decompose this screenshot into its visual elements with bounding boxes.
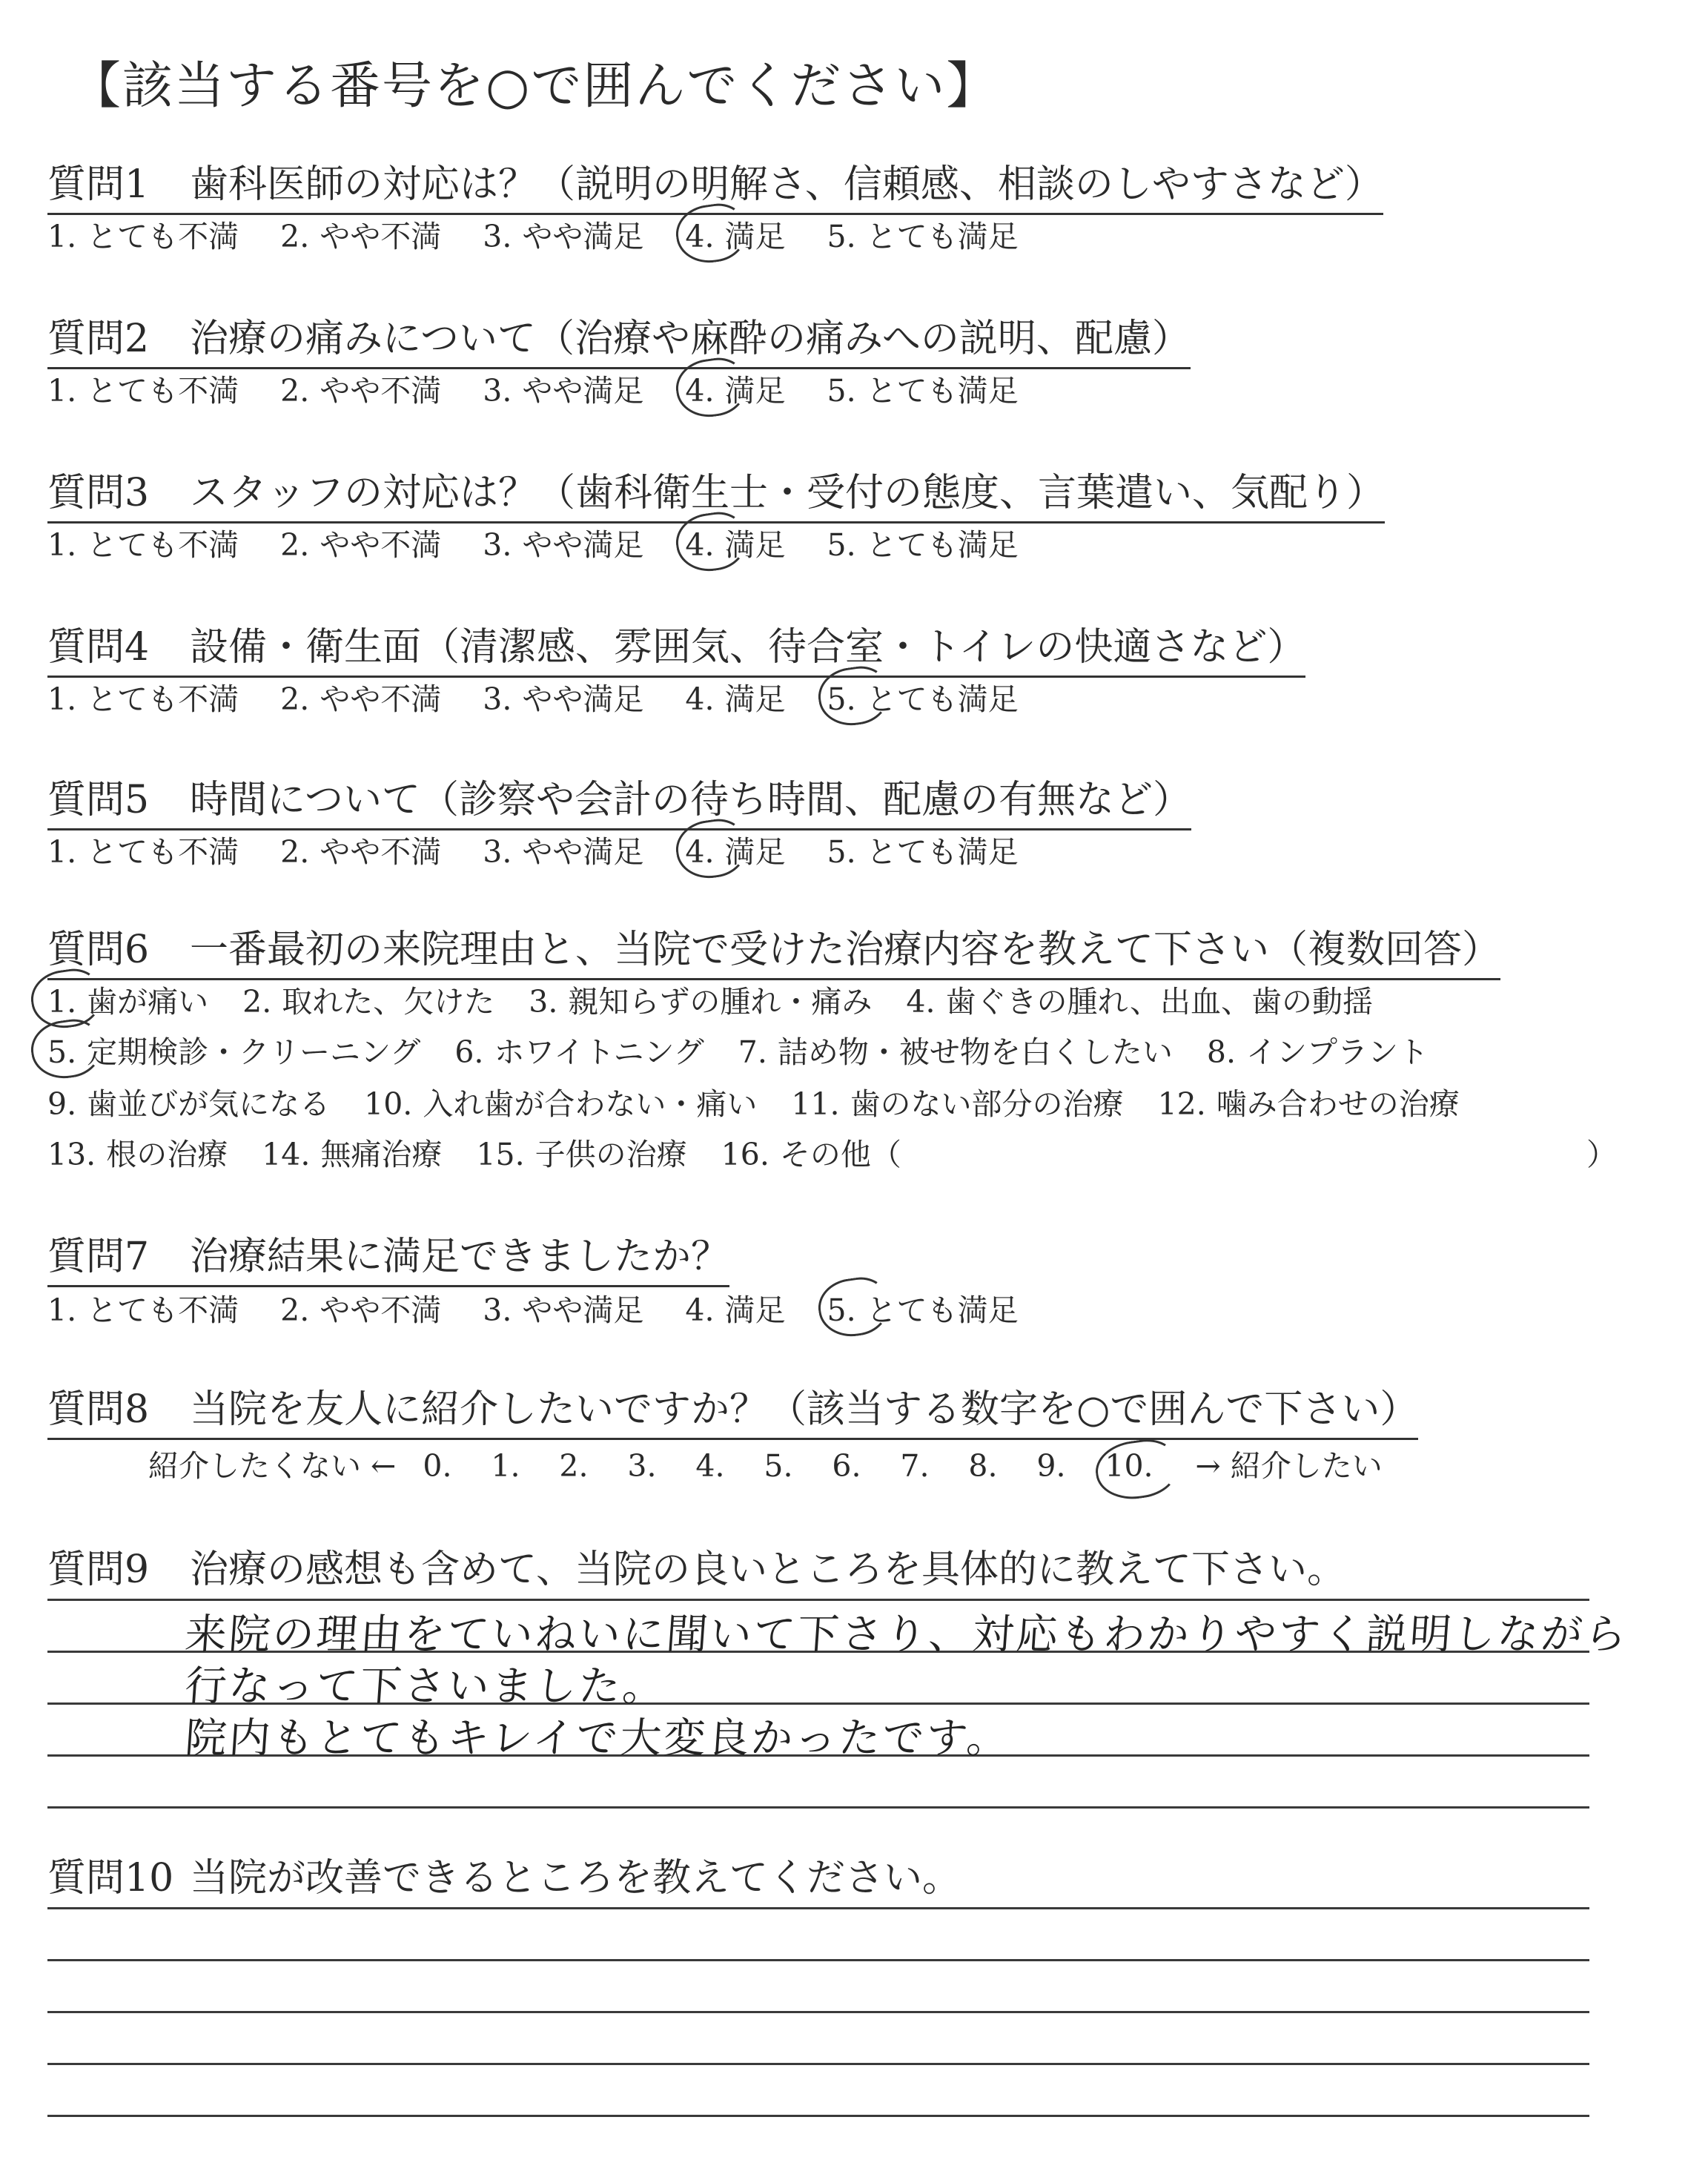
option-number: 2. xyxy=(242,984,272,1020)
option-number: 4. xyxy=(685,219,715,254)
option-number: 12. xyxy=(1157,1086,1206,1122)
option-number: 1. xyxy=(47,984,77,1020)
rating-option-3[interactable] xyxy=(483,212,643,256)
option-label: やや不満 xyxy=(320,834,442,870)
option-label: やや満足 xyxy=(522,834,644,870)
treatment-option[interactable] xyxy=(47,1080,330,1123)
handwritten-answer-line-3: 院内もとてもキレイで大変良かったです。 xyxy=(183,1714,1013,1763)
option-label: とても不満 xyxy=(87,527,239,563)
option-number: 3. xyxy=(529,984,558,1020)
treatment-option[interactable] xyxy=(791,1080,1123,1123)
option-label: 満足 xyxy=(724,834,786,870)
option-number: 16. xyxy=(721,1137,769,1172)
option-label: 子供の治療 xyxy=(534,1137,687,1172)
option-label: やや不満 xyxy=(320,373,442,409)
option-label: 定期検診・クリーニング xyxy=(87,1034,421,1070)
option-label: 歯並びが気になる xyxy=(87,1086,331,1122)
question-number: 質問1 xyxy=(47,162,150,207)
option-number: 5. xyxy=(827,527,856,563)
question-text: 当院が改善できるところを教えてください。 xyxy=(190,1856,961,1900)
option-label: 詰め物・被せ物を白くしたい xyxy=(777,1034,1173,1070)
scale-option[interactable]: 4. xyxy=(695,1448,725,1484)
rating-option-1[interactable] xyxy=(47,366,239,410)
q6-option-row xyxy=(47,977,1407,1021)
question-7-heading xyxy=(47,1225,729,1287)
option-label: とても満足 xyxy=(866,373,1019,409)
option-number: 14. xyxy=(262,1137,311,1172)
option-label: 歯ぐきの腫れ、出血、歯の動揺 xyxy=(945,984,1373,1020)
option-number: 4. xyxy=(685,1292,715,1328)
option-number: 1. xyxy=(47,527,77,563)
selection-circle xyxy=(1092,1436,1181,1505)
question-7-options xyxy=(47,1286,1060,1330)
treatment-option[interactable] xyxy=(454,1028,704,1071)
question-1-options xyxy=(47,212,1060,256)
treatment-option[interactable] xyxy=(906,977,1373,1021)
rating-option-3[interactable] xyxy=(483,366,643,410)
question-5-heading xyxy=(47,768,1191,830)
rating-option-2[interactable] xyxy=(280,1286,441,1330)
answer-line xyxy=(47,1806,1589,1809)
question-number: 質問4 xyxy=(47,625,150,670)
option-number: 2. xyxy=(280,219,310,254)
question-8-scale xyxy=(148,1441,1409,1485)
question-text: 歯科医師の対応は？（説明の明解さ、信頼感、相談のしやすさなど） xyxy=(190,162,1383,207)
question-2-heading xyxy=(47,307,1191,369)
question-9-heading xyxy=(47,1538,1345,1593)
question-number: 質問10 xyxy=(47,1856,174,1900)
option-label: 歯が痛い xyxy=(87,984,209,1020)
treatment-option[interactable] xyxy=(529,977,872,1021)
option-label: やや満足 xyxy=(522,527,644,563)
option-label: とても満足 xyxy=(866,834,1019,870)
option-number: 4. xyxy=(685,527,715,563)
scale-option[interactable]: 5. xyxy=(764,1448,793,1484)
option-number: 1. xyxy=(47,373,77,409)
selection-circle xyxy=(27,1016,105,1083)
option-number: 1. xyxy=(47,681,77,717)
option-label: やや満足 xyxy=(522,219,644,254)
question-4-options xyxy=(47,675,1060,719)
option-number: 3. xyxy=(483,373,512,409)
question-text: 当院を友人に紹介したいですか？（該当する数字を○で囲んで下さい） xyxy=(190,1387,1419,1432)
question-text: 一番最初の来院理由と、当院で受けた治療内容を教えて下さい（複数回答） xyxy=(190,928,1501,972)
rating-option-5[interactable] xyxy=(827,675,1019,719)
option-number: 4. xyxy=(685,834,715,870)
option-number: 9. xyxy=(47,1086,77,1122)
answer-line xyxy=(47,2011,1589,2013)
scale-option[interactable]: 0. xyxy=(423,1448,452,1484)
option-label: 親知らずの腫れ・痛み xyxy=(568,984,873,1020)
option-number: 3. xyxy=(483,527,512,563)
option-label: 取れた、欠けた xyxy=(282,984,495,1020)
option-number: 5. xyxy=(827,373,856,409)
option-label: やや満足 xyxy=(522,681,644,717)
option-number: 11. xyxy=(791,1086,840,1122)
treatment-option[interactable] xyxy=(242,977,494,1021)
question-number: 質問9 xyxy=(47,1548,150,1592)
option-label: とても満足 xyxy=(866,219,1019,254)
option-label: ホワイトニング xyxy=(494,1034,704,1070)
rating-option-1[interactable] xyxy=(47,212,239,256)
option-label: インプラント xyxy=(1246,1034,1429,1070)
scale-option[interactable]: 9. xyxy=(1036,1448,1066,1484)
option-number: 6. xyxy=(454,1034,484,1070)
scale-right-label: → 紹介したい xyxy=(1195,1448,1383,1484)
question-number: 質問3 xyxy=(47,471,150,515)
option-label: 満足 xyxy=(724,1292,786,1328)
scale-option[interactable]: 3. xyxy=(627,1448,657,1484)
answer-line xyxy=(47,2063,1589,2065)
option-label: その他（ xyxy=(779,1137,901,1172)
question-number: 質問6 xyxy=(47,928,150,972)
option-number: 10. xyxy=(364,1086,413,1122)
option-label: やや満足 xyxy=(522,373,644,409)
rating-option-3[interactable] xyxy=(483,521,643,564)
scale-left-label: 紹介したくない ← xyxy=(148,1448,397,1484)
question-4-heading xyxy=(47,615,1305,678)
rating-option-1[interactable] xyxy=(47,1286,239,1330)
option-number: 5. xyxy=(827,834,856,870)
handwritten-answer-line-2: 行なって下さいました。 xyxy=(183,1662,668,1711)
question-number: 質問5 xyxy=(47,778,150,822)
rating-option-1[interactable] xyxy=(47,828,239,871)
question-8-heading xyxy=(47,1378,1418,1440)
option-number: 2. xyxy=(280,834,310,870)
treatment-option[interactable] xyxy=(47,977,208,1021)
option-number: 3. xyxy=(483,1292,512,1328)
question-text: 治療結果に満足できましたか？ xyxy=(190,1235,730,1279)
rating-option-5[interactable] xyxy=(827,521,1019,564)
option-number: 3. xyxy=(483,681,512,717)
question-5-options xyxy=(47,828,1060,871)
option-label: やや不満 xyxy=(320,219,442,254)
q6-option-row xyxy=(47,1130,936,1174)
option-label: 歯のない部分の治療 xyxy=(850,1086,1124,1122)
rating-option-5[interactable] xyxy=(827,1286,1019,1330)
question-3-options xyxy=(47,521,1060,564)
treatment-option[interactable] xyxy=(1158,1080,1460,1123)
scale-option[interactable]: 10. xyxy=(1105,1448,1173,1484)
option-number: 5. xyxy=(827,1292,856,1328)
option-label: とても不満 xyxy=(87,1292,239,1328)
option-label: とても満足 xyxy=(866,681,1019,717)
option-number: 5. xyxy=(47,1034,77,1070)
question-number: 質問7 xyxy=(47,1235,150,1279)
rating-option-4[interactable] xyxy=(685,828,785,871)
option-label: やや不満 xyxy=(320,527,442,563)
option-label: とても不満 xyxy=(87,219,239,254)
option-label: やや満足 xyxy=(522,1292,644,1328)
option-number: 3. xyxy=(483,219,512,254)
treatment-option[interactable] xyxy=(364,1080,757,1123)
option-label: 入れ歯が合わない・痛い xyxy=(423,1086,758,1122)
rating-option-4[interactable] xyxy=(685,212,785,256)
question-text: 時間について（診察や会計の待ち時間、配慮の有無など） xyxy=(190,778,1191,822)
rating-option-3[interactable] xyxy=(483,675,643,719)
q6-option-row xyxy=(47,1028,1463,1071)
rating-option-1[interactable] xyxy=(47,521,239,564)
option-label: やや不満 xyxy=(320,681,442,717)
option-number: 2. xyxy=(280,681,310,717)
option-label: 満足 xyxy=(724,219,786,254)
option-label: やや不満 xyxy=(320,1292,442,1328)
rating-option-4[interactable] xyxy=(685,521,785,564)
option-number: 5. xyxy=(827,219,856,254)
option-label: 根の治療 xyxy=(106,1137,228,1172)
rating-option-5[interactable] xyxy=(827,828,1019,871)
option-number: 7. xyxy=(738,1034,767,1070)
option-label: 満足 xyxy=(724,527,786,563)
other-close-paren: ） xyxy=(1586,1137,1617,1172)
rating-option-2[interactable] xyxy=(280,675,441,719)
option-label: 無痛治療 xyxy=(320,1137,443,1172)
handwritten-answer-line-1: 来院の理由をていねいに聞いて下さり、対応もわかりやすく説明しながら xyxy=(183,1611,1630,1659)
option-number: 8. xyxy=(1206,1034,1236,1070)
question-text: 設備・衛生面（清潔感、雰囲気、待合室・トイレの快適さなど） xyxy=(190,625,1306,670)
question-text: 治療の痛みについて（治療や麻酔の痛みへの説明、配慮） xyxy=(190,317,1191,361)
treatment-option[interactable] xyxy=(721,1130,901,1174)
question-text: スタッフの対応は？（歯科衛生士・受付の態度、言葉遣い、気配り） xyxy=(190,471,1386,515)
scale-option[interactable]: 8. xyxy=(968,1448,998,1484)
option-label: とても不満 xyxy=(87,373,239,409)
rating-option-2[interactable] xyxy=(280,366,441,410)
rating-option-3[interactable] xyxy=(483,1286,643,1330)
treatment-option[interactable] xyxy=(47,1130,228,1174)
option-label: とても不満 xyxy=(87,681,239,717)
option-number: 4. xyxy=(906,984,936,1020)
answer-line xyxy=(47,2115,1589,2117)
selection-circle xyxy=(815,1274,892,1341)
scale-option[interactable]: 1. xyxy=(491,1448,520,1484)
q6-option-row xyxy=(47,1080,1494,1123)
answer-line xyxy=(47,1599,1589,1601)
option-number: 4. xyxy=(685,373,715,409)
rating-option-2[interactable] xyxy=(280,212,441,256)
option-number: 15. xyxy=(476,1137,525,1172)
rating-option-2[interactable] xyxy=(280,828,441,871)
option-number: 2. xyxy=(280,1292,310,1328)
treatment-option[interactable] xyxy=(47,1028,420,1071)
question-number: 質問2 xyxy=(47,317,150,361)
rating-option-4[interactable] xyxy=(685,1286,785,1330)
question-number: 質問8 xyxy=(47,1387,150,1432)
question-2-options xyxy=(47,366,1060,410)
scale-option[interactable]: 2. xyxy=(559,1448,589,1484)
question-6-heading xyxy=(47,918,1500,980)
treatment-option[interactable] xyxy=(738,1028,1173,1071)
option-number: 1. xyxy=(47,219,77,254)
answer-line xyxy=(47,1907,1589,1909)
treatment-option[interactable] xyxy=(476,1130,686,1174)
option-number: 13. xyxy=(47,1137,96,1172)
option-number: 5. xyxy=(827,681,856,717)
scale-option[interactable]: 7. xyxy=(900,1448,930,1484)
option-label: 満足 xyxy=(724,681,786,717)
rating-option-4[interactable] xyxy=(685,675,785,719)
page-title: 【該当する番号を○で囲んでください】 xyxy=(70,57,999,116)
option-label: とても不満 xyxy=(87,834,239,870)
rating-option-5[interactable] xyxy=(827,212,1019,256)
treatment-option[interactable] xyxy=(1207,1028,1429,1071)
option-label: とても満足 xyxy=(866,1292,1019,1328)
option-number: 4. xyxy=(685,681,715,717)
answer-line xyxy=(47,1959,1589,1961)
rating-option-5[interactable] xyxy=(827,366,1019,410)
rating-option-4[interactable] xyxy=(685,366,785,410)
option-number: 2. xyxy=(280,527,310,563)
option-label: 満足 xyxy=(724,373,786,409)
rating-option-1[interactable] xyxy=(47,675,239,719)
option-label: とても満足 xyxy=(866,527,1019,563)
option-number: 1. xyxy=(47,1292,77,1328)
option-number: 3. xyxy=(483,834,512,870)
option-label: 噛み合わせの治療 xyxy=(1216,1086,1460,1122)
rating-option-3[interactable] xyxy=(483,828,643,871)
rating-option-2[interactable] xyxy=(280,521,441,564)
option-number: 2. xyxy=(280,373,310,409)
question-10-heading xyxy=(47,1846,961,1902)
treatment-option[interactable] xyxy=(262,1130,442,1174)
question-text: 治療の感想も含めて、当院の良いところを具体的に教えて下さい。 xyxy=(190,1548,1345,1592)
scale-option[interactable]: 6. xyxy=(832,1448,861,1484)
option-number: 1. xyxy=(47,834,77,870)
